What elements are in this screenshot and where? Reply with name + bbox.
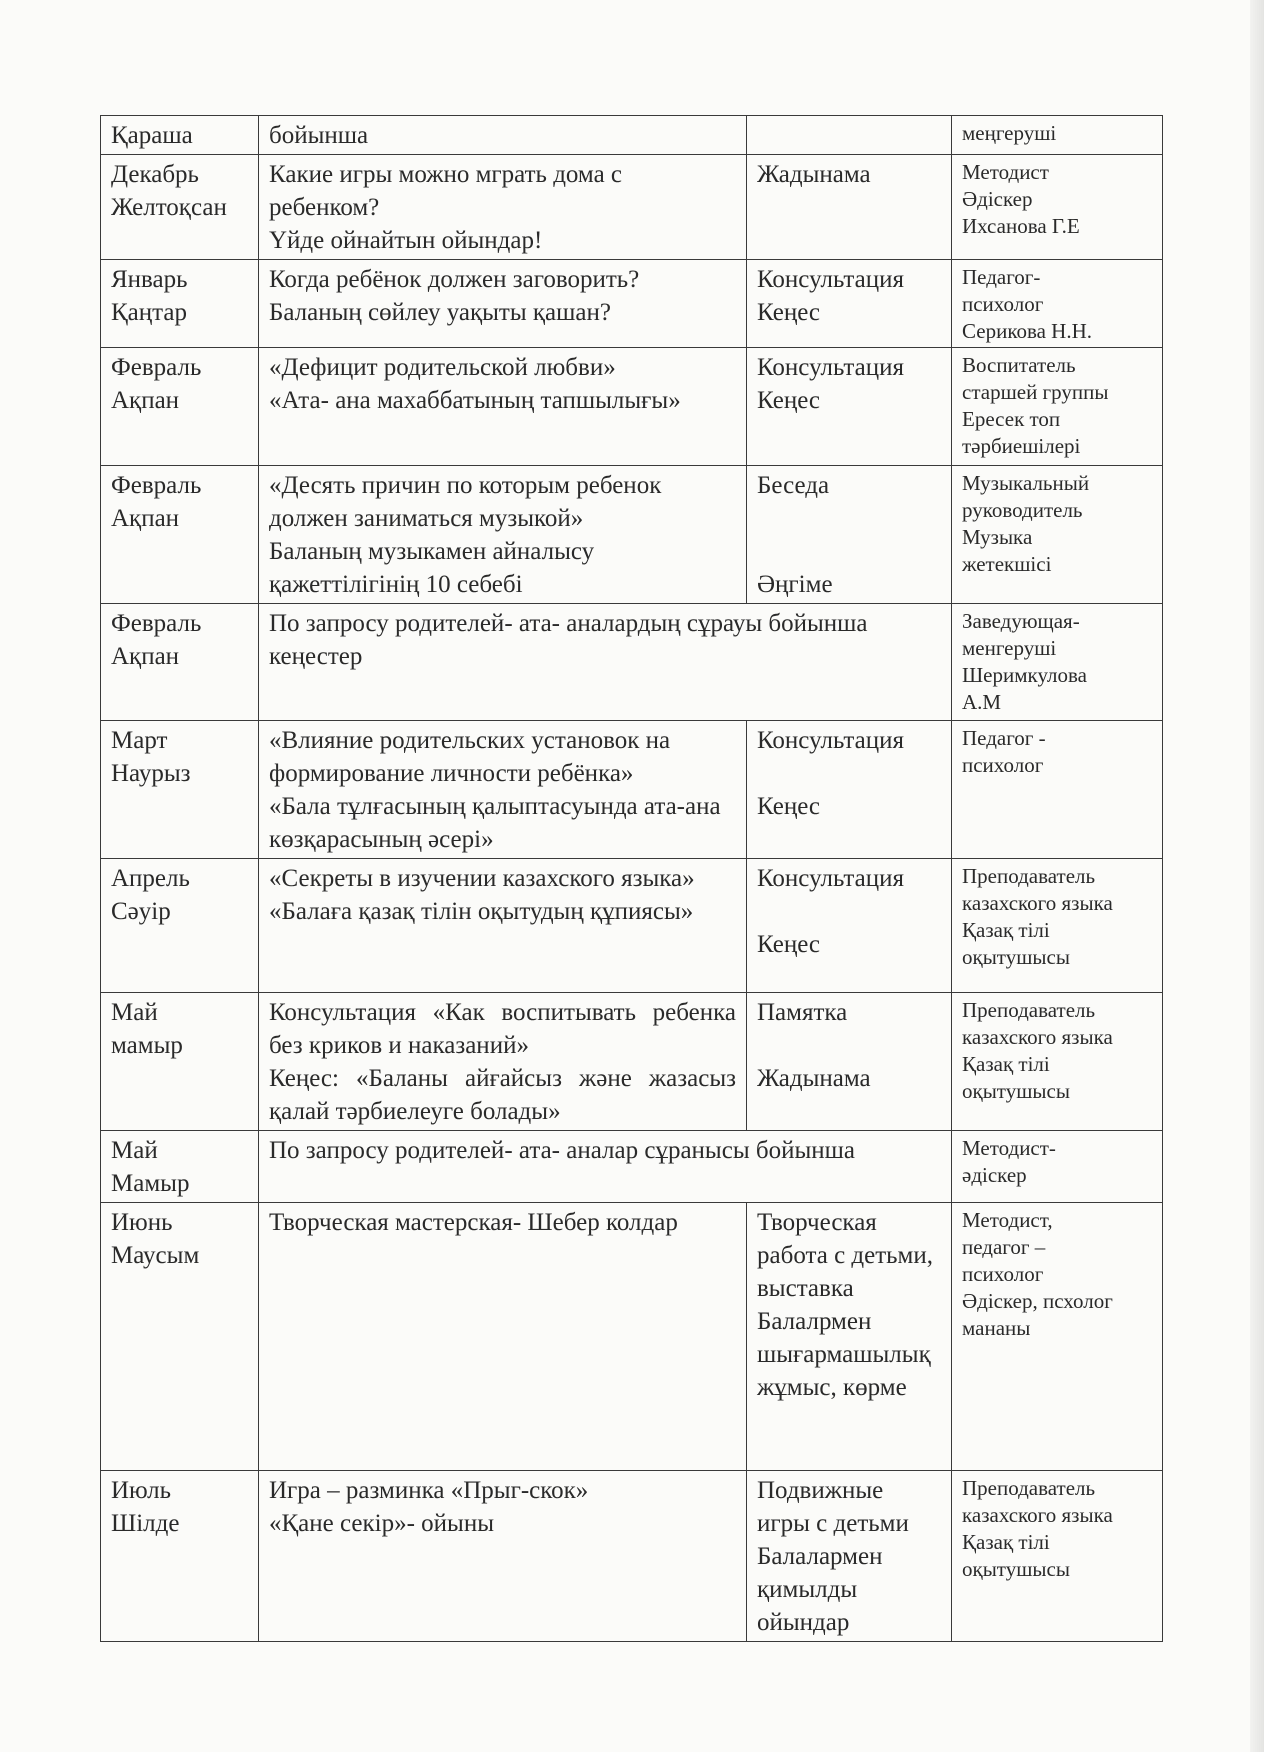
topic-cell: Когда ребёнок должен заговорить? Баланың сөйлеу уақыты қашан? xyxy=(259,260,747,348)
table-row xyxy=(101,1131,1163,1203)
month-cell: Апрель Сәуір xyxy=(101,859,259,993)
form-cell: Консультация Кеңес xyxy=(747,721,952,859)
form-cell: Консультация Кеңес xyxy=(747,348,952,466)
topic-cell: По запросу родителей- ата- аналар сұранысы бойынша xyxy=(259,1131,952,1203)
form-cell: Беседа Әңгіме xyxy=(747,466,952,604)
responsible-cell: Преподаватель казахского языка Қазақ тілі оқытушысы xyxy=(952,859,1163,993)
form-cell: Жадынама xyxy=(747,155,952,260)
month-cell: Июль Шілде xyxy=(101,1471,259,1642)
topic-cell: По запросу родителей- ата- аналардың сұрауы бойынша кеңестер xyxy=(259,604,952,721)
topic-cell: Творческая мастерская- Шебер колдар xyxy=(259,1203,747,1471)
responsible-cell: Преподаватель казахского языка Қазақ тілі оқытушысы xyxy=(952,993,1163,1131)
responsible-cell: Заведующая- менгеруші Шеримкулова А.М xyxy=(952,604,1163,721)
month-cell: Январь Қаңтар xyxy=(101,260,259,348)
topic-cell: «Десять причин по которым ребенок должен заниматься музыкой» Баланың музыкамен айналысу қажеттілігінің 10 себебі xyxy=(259,466,747,604)
scan-edge xyxy=(1250,0,1264,1752)
table-row xyxy=(101,260,1163,348)
responsible-cell: Воспитатель старшей группы Ересек топ тәрбиешілері xyxy=(952,348,1163,466)
topic-cell: бойынша xyxy=(259,116,747,155)
month-cell: Декабрь Желтоқсан xyxy=(101,155,259,260)
plan-table-body xyxy=(101,116,1163,1642)
form-cell xyxy=(747,116,952,155)
topic-cell: «Секреты в изучении казахского языка» «Балаға қазақ тілін оқытудың құпиясы» xyxy=(259,859,747,993)
table-row xyxy=(101,993,1163,1131)
responsible-cell: Методист, педагог – психолог Әдіскер, псхолог мананы xyxy=(952,1203,1163,1471)
table-row xyxy=(101,721,1163,859)
month-cell: Май Мамыр xyxy=(101,1131,259,1203)
topic-cell: Какие игры можно мграть дома с ребенком? Үйде ойнайтын ойындар! xyxy=(259,155,747,260)
table-row xyxy=(101,116,1163,155)
table-row xyxy=(101,1471,1163,1642)
table-row xyxy=(101,604,1163,721)
month-cell: Февраль Ақпан xyxy=(101,348,259,466)
responsible-cell: меңгеруші xyxy=(952,116,1163,155)
responsible-cell: Педагог- психолог Серикова Н.Н. xyxy=(952,260,1163,348)
responsible-cell: Методист Әдіскер Ихсанова Г.Е xyxy=(952,155,1163,260)
month-cell: Февраль Ақпан xyxy=(101,604,259,721)
month-cell: Март Наурыз xyxy=(101,721,259,859)
topic-cell: «Влияние родительских установок на формирование личности ребёнка» «Бала тұлғасының қалыптасуында ата-ана көзқарасының әсері» xyxy=(259,721,747,859)
month-cell: Июнь Маусым xyxy=(101,1203,259,1471)
table-row xyxy=(101,859,1163,993)
form-cell: Консультация Кеңес xyxy=(747,859,952,993)
topic-cell: Консультация «Как воспитывать ребенка без криков и наказаний» Кеңес: «Баланы айғайсыз және жазасыз қалай тәрбиелеуге болады» xyxy=(259,993,747,1131)
form-cell: Творческая работа с детьми, выставка Балалрмен шығармашылық жұмыс, көрме xyxy=(747,1203,952,1471)
table-row xyxy=(101,1203,1163,1471)
topic-cell: «Дефицит родительской любви» «Ата- ана махаббатының тапшылығы» xyxy=(259,348,747,466)
form-cell: Консультация Кеңес xyxy=(747,260,952,348)
table-row xyxy=(101,155,1163,260)
table-row xyxy=(101,466,1163,604)
table-row xyxy=(101,348,1163,466)
form-cell: Памятка Жадынама xyxy=(747,993,952,1131)
plan-table xyxy=(100,115,1163,1642)
month-cell: Май мамыр xyxy=(101,993,259,1131)
month-cell: Қараша xyxy=(101,116,259,155)
responsible-cell: Методист- әдіскер xyxy=(952,1131,1163,1203)
responsible-cell: Педагог - психолог xyxy=(952,721,1163,859)
responsible-cell: Преподаватель казахского языка Қазақ тілі оқытушысы xyxy=(952,1471,1163,1642)
form-cell: Подвижные игры с детьми Балалармен қимылды ойындар xyxy=(747,1471,952,1642)
topic-cell: Игра – разминка «Прыг-скок» «Қане секір»- ойыны xyxy=(259,1471,747,1642)
responsible-cell: Музыкальный руководитель Музыка жетекшісі xyxy=(952,466,1163,604)
month-cell: Февраль Ақпан xyxy=(101,466,259,604)
